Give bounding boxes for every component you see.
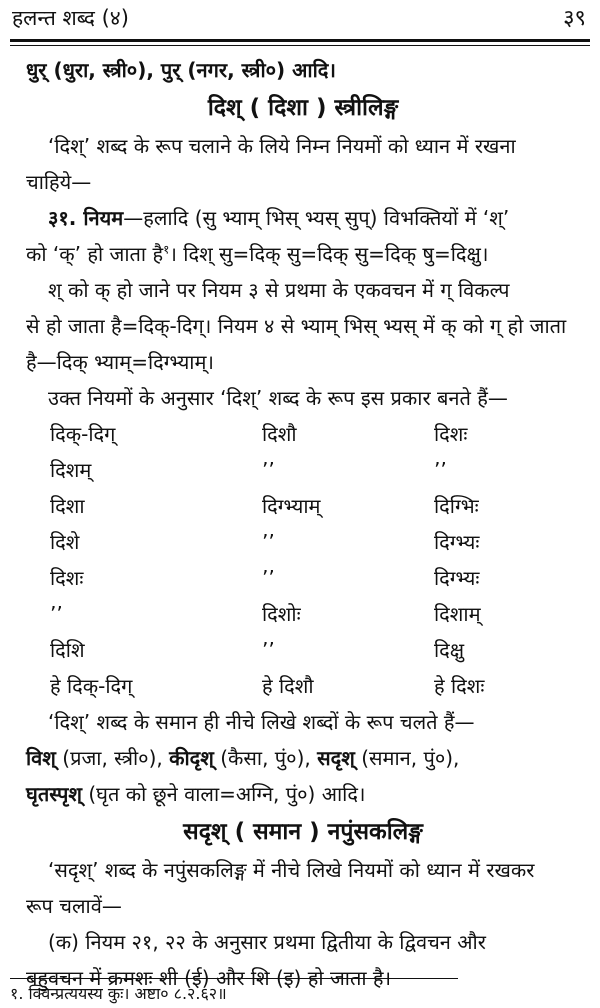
word-gloss: (समान, पुं०), xyxy=(354,746,460,770)
page-number: ३९ xyxy=(563,6,586,31)
paragraph-line: उक्त नियमों के अनुसार ‘दिश्’ शब्द के रूप इस प्रकार बनते हैं— xyxy=(48,386,508,410)
paragraph-line: श् को क् हो जाने पर नियम ३ से प्रथमा के एकवचन में ग् विकल्प xyxy=(48,278,510,302)
declension-cell: दिशः xyxy=(50,566,84,590)
footnote-marker: १ xyxy=(163,242,170,257)
declension-row xyxy=(50,452,570,488)
declension-cell: दिक्षु xyxy=(434,638,465,662)
rule-text: को ‘क्’ हो जाता है xyxy=(26,242,164,266)
footnote-rule xyxy=(10,978,458,979)
declension-cell: ’’ xyxy=(262,530,275,554)
intro-line: धुर् (धुरा, स्त्री०), पुर् (नगर, स्त्री०) आदि। xyxy=(26,58,336,82)
declension-cell: दिशि xyxy=(50,638,85,662)
declension-row xyxy=(50,668,570,704)
rule-31-line xyxy=(26,200,580,236)
declension-table xyxy=(50,416,570,704)
declension-row xyxy=(50,488,570,524)
declension-cell: दिशः xyxy=(434,422,468,446)
word-gloss: (घृत को छूने वाला=अग्नि, पुं०) आदि। xyxy=(81,782,366,806)
footnote: १. क्विन्प्रत्ययस्य कुः। अष्टा० ८.२.६२॥ xyxy=(10,984,227,1003)
header-rule-thick xyxy=(10,39,590,42)
rule-label: ३१. नियम xyxy=(48,206,124,230)
declension-cell: ’’ xyxy=(262,458,275,482)
declension-row xyxy=(50,560,570,596)
word-kidrish: कीदृश् xyxy=(169,746,214,770)
declension-row xyxy=(50,416,570,452)
declension-cell: ’’ xyxy=(50,602,63,626)
declension-cell: हे दिक्-दिग् xyxy=(50,674,133,698)
paragraph-line: ‘सदृश्’ शब्द के नपुंसकलिङ्ग में नीचे लिखे नियमों को ध्यान में रखकर xyxy=(48,858,535,882)
paragraph-line: से हो जाता है=दिक्-दिग्। नियम ४ से भ्याम् भिस् भ्यस् में क् को ग् हो जाता xyxy=(26,314,567,338)
word-ghritasprish: घृतस्पृश् xyxy=(26,782,82,806)
header-chapter-title: हलन्त शब्द (४) xyxy=(12,6,129,30)
paragraph-line: रूप चलावें— xyxy=(26,894,122,918)
rule-31-line-2 xyxy=(26,236,580,272)
declension-cell: दिक्-दिग् xyxy=(50,422,116,446)
header-rule-thin xyxy=(10,45,590,46)
page-body xyxy=(26,52,580,996)
paragraph-line: ‘दिश्’ शब्द के समान ही नीचे लिखे शब्दों के रूप चलते हैं— xyxy=(48,710,475,734)
declension-cell: दिग्भ्यः xyxy=(434,566,480,590)
similar-words-line xyxy=(26,740,580,776)
declension-cell: ’’ xyxy=(434,458,447,482)
declension-cell: दिशौ xyxy=(262,422,297,446)
declension-cell: दिशोः xyxy=(262,602,301,626)
declension-cell: दिग्भ्यः xyxy=(434,530,480,554)
declension-row xyxy=(50,632,570,668)
rule-text: । दिश् सु=दिक् सु=दिक् सु=दिक् षु=दिक्षु। xyxy=(169,242,489,266)
rule-text: —हलादि (सु भ्याम् भिस् भ्यस् सुप्) विभक्तियों में ‘श्’ xyxy=(123,206,510,230)
declension-row xyxy=(50,596,570,632)
section-heading-sadrish: सदृश् ( समान ) नपुंसकलिङ्ग xyxy=(183,819,423,845)
declension-cell: दिशे xyxy=(50,530,80,554)
declension-cell: दिग्भ्याम् xyxy=(262,494,321,518)
running-header xyxy=(12,0,586,40)
paragraph-line: चाहिये— xyxy=(26,170,92,194)
declension-row xyxy=(50,524,570,560)
declension-cell: दिशम् xyxy=(50,458,92,482)
declension-cell: ’’ xyxy=(262,638,275,662)
paragraph-line: बहुवचन में क्रमशः शी (ई) और शि (इ) हो जाता है। xyxy=(26,966,392,990)
paragraph-line: ‘दिश्’ शब्द के रूप चलाने के लिये निम्न नियमों को ध्यान में रखना xyxy=(48,134,516,158)
declension-cell: दिशा xyxy=(50,494,85,518)
declension-cell: ’’ xyxy=(262,566,275,590)
paragraph-line: (क) नियम २१, २२ के अनुसार प्रथमा द्वितीया के द्विवचन और xyxy=(48,930,486,954)
declension-cell: हे दिशः xyxy=(434,674,485,698)
word-gloss: (प्रजा, स्त्री०), xyxy=(55,746,170,770)
paragraph-line: है—दिक् भ्याम्=दिग्भ्याम्। xyxy=(26,350,215,374)
similar-words-line-2 xyxy=(26,776,580,812)
declension-cell: हे दिशौ xyxy=(262,674,314,698)
declension-cell: दिग्भिः xyxy=(434,494,479,518)
word-sadrish: सदृश् xyxy=(317,746,355,770)
word-gloss: (कैसा, पुं०), xyxy=(213,746,318,770)
section-heading-dish: दिश् ( दिशा ) स्त्रीलिङ्ग xyxy=(207,95,399,121)
word-vish: विश् xyxy=(26,746,56,770)
declension-cell: दिशाम् xyxy=(434,602,481,626)
